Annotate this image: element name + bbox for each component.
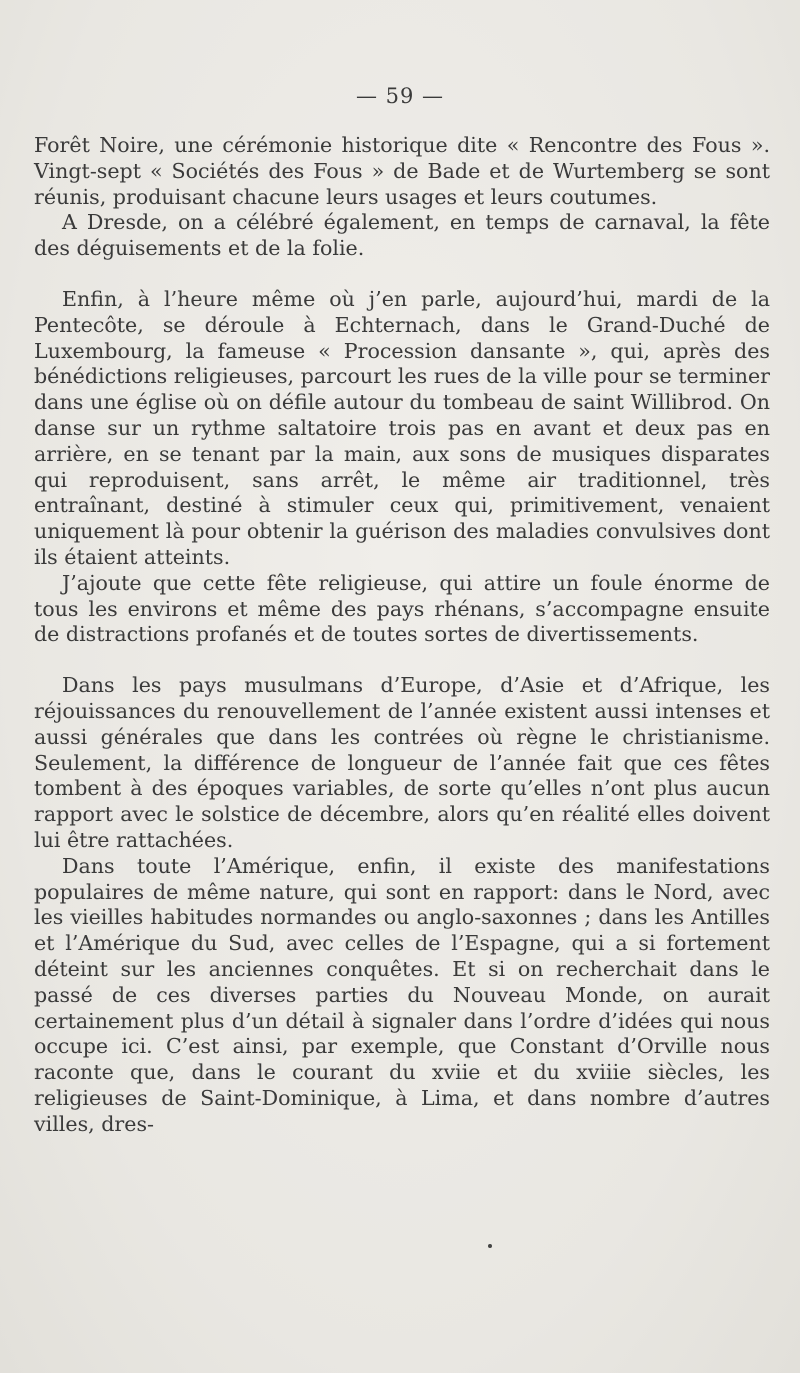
section-break — [34, 648, 770, 673]
paragraph-6: Dans toute l’Amérique, enfin, il existe des manifestations populaires de même nature, qui sont en rapport: dans le Nord, avec les vieilles habitudes normandes ou anglo-saxonnes ; dans les Antilles et l’Amérique du Sud, avec celles de l’Espagne, qui a si fortement déteint sur les anciennes conquêtes. Et si on recherchait dans le passé de ces diverses parties du Nouveau Monde, on aurait certainement plus d’un détail à signaler dans l’ordre d’idées qui nous occupe ici. C’est ainsi, par exemple, que Constant d’Orville nous raconte que, dans le courant du xviie et du xviiie siècles, les religieuses de Saint-Dominique, à Lima, et dans nombre d’autres villes, dres- — [34, 853, 770, 1136]
page-body — [34, 133, 770, 1137]
paragraph-5: Dans les pays musulmans d’Europe, d’Asie et d’Afrique, les réjouissances du renouvellement de l’année existent aussi intenses et aussi générales que dans les contrées où règne le christianisme. Seulement, la différence de longueur de l’année fait que ces fêtes tombent à des époques variables, de sorte qu’elles n’ont plus aucun rapport avec le solstice de décembre, alors qu’en réalité elles doivent lui être rattachées. — [34, 673, 770, 852]
paragraph-4: J’ajoute que cette fête religieuse, qui attire un foule énorme de tous les environs et même des pays rhénans, s’accompagne ensuite de distractions profanés et de toutes sortes de divertissements. — [34, 570, 770, 647]
paragraph-2: A Dresde, on a célébré également, en temps de carnaval, la fête des déguisements et de la folie. — [34, 210, 770, 261]
ink-speck — [488, 1244, 492, 1248]
paragraph-3: Enfin, à l’heure même où j’en parle, aujourd’hui, mardi de la Pentecôte, se déroule à Echternach, dans le Grand-Duché de Luxembourg, la fameuse « Procession dansante », qui, après des bénédictions religieuses, parcourt les rues de la ville pour se terminer dans une église où on défile autour du tombeau de saint Willibrod. On danse sur un rythme saltatoire trois pas en avant et deux pas en arrière, en se tenant par la main, aux sons de musiques disparates qui reproduisent, sans arrêt, le même air traditionnel, très entraînant, destiné à stimuler ceux qui, primitivement, venaient uniquement là pour obtenir la guérison des maladies convulsives dont ils étaient atteints. — [34, 286, 770, 569]
section-break — [34, 262, 770, 287]
paragraph-1: Forêt Noire, une cérémonie historique dite « Rencontre des Fous ». Vingt-sept « Sociétés des Fous » de Bade et de Wurtemberg se sont réunis, produisant chacune leurs usages et leurs coutumes. — [34, 133, 770, 209]
page-number: — 59 — — [355, 84, 445, 108]
